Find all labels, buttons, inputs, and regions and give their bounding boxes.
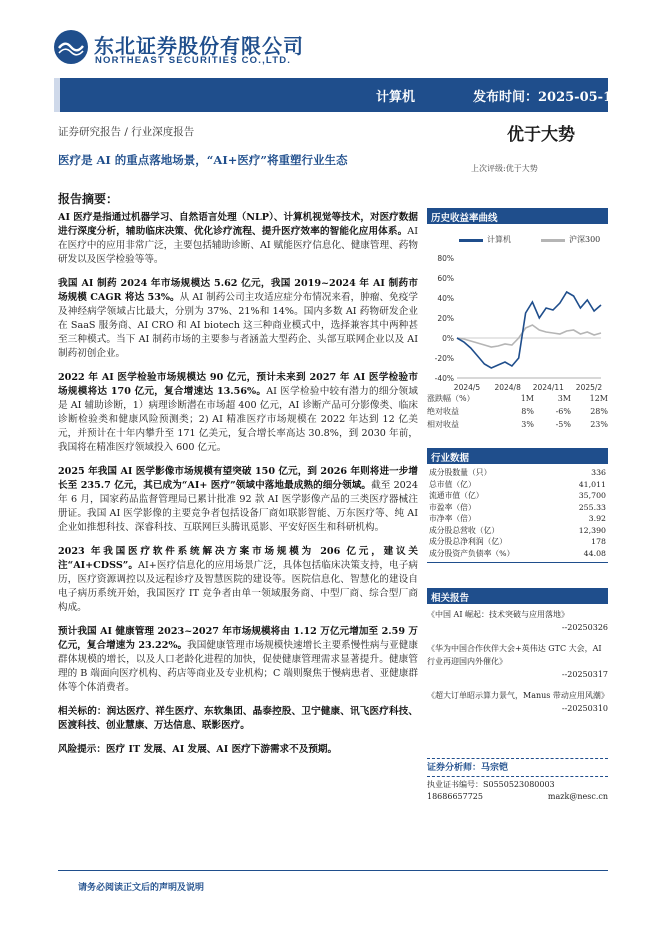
paragraph-highlight: 2022 年 AI 医学检验市场规模达 90 亿元，预计未来到 2027 年 AI 医学检验市场规模将达 170 亿元，复合增速达 13.56%。 <box>58 372 418 397</box>
performance-cell: 8% <box>521 407 534 416</box>
paragraph-body: AI+医疗信息化的应用场景广泛，具体包括临床决策支持，电子病历，医疗资源调控以及远程诊疗及智慧医院的建设等。医院信息化、智慧化的建设自电子病历系统开始，我国医疗 IT 竞争者由单一领域服务商、中型厂商、综合型厂商构成。 <box>58 560 418 613</box>
history-chart-panel <box>427 208 608 404</box>
industry-data-row <box>427 467 608 479</box>
industry-data-value: 255.33 <box>578 502 606 512</box>
performance-cell: 3% <box>521 420 534 429</box>
company-name-en: NORTHEAST SECURITIES CO.,LTD. <box>95 55 292 66</box>
series-line <box>457 292 601 368</box>
legend-swatch-hs300 <box>541 239 565 242</box>
industry-data-row <box>427 525 608 537</box>
summary-title: 报告摘要： <box>58 192 119 206</box>
chart-legend <box>427 234 608 252</box>
banner-accent <box>54 78 60 112</box>
industry-data-value: 44.08 <box>583 548 606 558</box>
industry-data-value: 35,700 <box>578 491 606 500</box>
performance-cell: 3M <box>557 394 571 403</box>
analyst-phone: 18686657725 <box>427 792 483 801</box>
performance-cell: 23% <box>590 420 608 429</box>
performance-cell: 1M <box>520 394 534 403</box>
related-report-date: --20250326 <box>561 623 608 632</box>
performance-cell: 12M <box>589 394 608 403</box>
related-report-date: --20250310 <box>561 704 608 713</box>
summary-paragraph <box>58 625 418 695</box>
industry-data-title: 行业数据 <box>427 448 608 464</box>
analyst-name: 证券分析师：马宗铠 <box>427 763 509 773</box>
summary-paragraph <box>58 211 418 267</box>
industry-data-row <box>427 536 608 548</box>
industry-data-value: 3.92 <box>588 514 606 523</box>
paragraph-body: AI 在医疗中的应用非常广泛，主要包括辅助诊断、AI 赋能医疗信息化、健康管理、药物研发以及医学检验等等。 <box>58 226 418 265</box>
performance-panel <box>427 392 608 431</box>
paragraph-highlight: 2023 年我国医疗软件系统解决方案市场规模为 206 亿元，建议关注“AI+CDSS”。 <box>58 546 418 571</box>
industry-data-label: 成分股资产负债率（%） <box>429 548 515 558</box>
y-tick-label: 80% <box>437 254 454 263</box>
industry-data-row <box>427 490 608 502</box>
analyst-cert: 执业证书编号：S0550523080003 <box>427 780 555 789</box>
paragraph-body: 截至 2024 年 6 月，国家药品监督管理局已累计批准 92 款 AI 医学影像产品的三类医疗器械注册证。我国 AI 医学影像的主要竞争者包括设备厂商如联影智能、万东医疗等、纯 AI 企业如推想科技、深睿科技、互联网巨头腾讯觅影、平安好医生和科研机构。 <box>58 480 418 533</box>
footer-disclaimer: 请务必阅读正文后的声明及说明 <box>78 883 205 893</box>
publish-date: 发布时间：2025-05-11 <box>473 90 622 105</box>
related-report-date: --20250317 <box>561 670 608 679</box>
sector-label: 计算机 <box>376 90 416 105</box>
industry-data-label: 成分股总净利润（亿） <box>429 537 507 546</box>
history-line-chart <box>427 252 608 400</box>
performance-cell: -5% <box>555 420 571 429</box>
related-report-title[interactable]: 《中国 AI 崛起：技术突破与应用落地》 <box>427 610 570 619</box>
analyst-email[interactable]: mazk@nesc.cn <box>547 792 608 801</box>
company-name-cn: 东北证券股份有限公司 <box>94 34 304 58</box>
series-line <box>457 325 601 347</box>
legend-swatch-computer <box>459 239 483 242</box>
industry-data-row <box>427 479 608 491</box>
rating-current: 优于大势 <box>507 125 575 145</box>
performance-cell: 相对收益 <box>427 420 459 429</box>
footer-rule <box>58 870 608 871</box>
analyst-panel <box>427 758 608 803</box>
x-tick-label: 2025/2 <box>575 383 603 392</box>
industry-data-row <box>427 502 608 514</box>
legend-label-hs300: 沪深300 <box>569 235 601 244</box>
report-headline: 医疗是 AI 的重点落地场景，“AI+医疗”将重塑行业生态 <box>58 153 348 167</box>
paragraph-highlight: 2025 年我国 AI 医学影像市场规模有望突破 150 亿元，到 2026 年则将进一步增长至 235.7 亿元，其已成为“AI+ 医疗”领域中落地最成熟的细分领域。 <box>58 466 418 491</box>
summary-paragraph <box>58 743 418 757</box>
summary-paragraph <box>58 371 418 455</box>
summary-paragraph <box>58 465 418 535</box>
industry-data-label: 市盈率（倍） <box>429 502 476 512</box>
paragraph-body: AI 医学检验中较有潜力的细分领域是 AI 辅助诊断，1）病理诊断潜在市场超 400 亿元，AI 诊断产品可分影像类、临床诊断检验类和健康风险预测类；2) AI 精准医疗市场规模在 2022 年达到 12 亿美元，并预计在十年内攀升至 171 亿美元，复合增长率高达 30.8%，到 2030 年前，我国将在精准医疗领域投入 600 亿元。 <box>58 386 419 453</box>
performance-row <box>427 405 608 418</box>
industry-data-row <box>427 513 608 525</box>
industry-data-label: 成分股总营收（亿） <box>429 525 500 535</box>
rating-previous: 上次评级:优于大势 <box>471 164 538 173</box>
y-tick-label: 60% <box>437 274 454 283</box>
summary-paragraph <box>58 705 418 733</box>
paragraph-highlight: AI 医疗是指通过机器学习、自然语言处理（NLP）、计算机视觉等技术，对医疗数据进行深度分析，辅助临床决策、优化诊疗流程、提升医疗效率的智能化应用体系。 <box>58 212 418 237</box>
summary-paragraph <box>58 545 418 615</box>
related-report-title[interactable]: 《超大订单昭示算力景气，Manus 带动应用风潮》 <box>427 691 609 700</box>
y-tick-label: -40% <box>434 374 454 383</box>
industry-data-value: 336 <box>591 468 606 477</box>
industry-data-list <box>427 467 608 559</box>
logo-wave-icon <box>58 38 84 56</box>
paragraph-body: 我国健康管理市场规模快速增长主要系慢性病与亚健康群体规模的增长，以及人口老龄化进程的加快，促使健康管理需求显著提升。健康管理的 B 端面向医疗机构、药店等商业及专业机构；C 端则聚焦于慢病患者、亚健康群体等个体消费者。 <box>58 640 419 693</box>
industry-data-panel <box>427 448 608 563</box>
y-tick-label: 0% <box>442 334 454 343</box>
summary-paragraph <box>58 277 418 361</box>
summary-paragraphs <box>58 211 418 757</box>
performance-cell: -6% <box>555 407 571 416</box>
related-reports-panel <box>427 588 608 723</box>
performance-cell: 涨跌幅（%） <box>427 394 475 403</box>
industry-data-label: 总市值（亿） <box>429 479 476 489</box>
analyst-contact <box>427 791 608 803</box>
y-tick-label: -20% <box>434 354 454 363</box>
performance-cell: 绝对收益 <box>427 407 459 416</box>
legend-label-computer: 计算机 <box>487 235 511 244</box>
performance-cell: 28% <box>590 407 608 416</box>
industry-data-label: 市净率（倍） <box>429 514 476 523</box>
paragraph-highlight: 相关标的：润达医疗、祥生医疗、东软集团、晶泰控股、卫宁健康、讯飞医疗科技、医渡科技、创业慧康、万达信息、联影医疗。 <box>58 706 418 731</box>
related-reports-list <box>427 608 608 715</box>
x-tick-label: 2024/5 <box>453 383 481 392</box>
performance-table <box>427 392 608 431</box>
industry-data-value: 12,390 <box>578 525 606 535</box>
y-tick-label: 40% <box>437 294 454 303</box>
paragraph-highlight: 风险提示：医疗 IT 发展、AI 发展、AI 医疗下游需求不及预期。 <box>58 744 338 755</box>
related-report-title[interactable]: 《华为中国合作伙伴大会+英伟达 GTC 大会，AI 行业再迎国内外催化》 <box>427 644 602 666</box>
industry-data-value: 41,011 <box>578 479 606 489</box>
related-reports-title: 相关报告 <box>427 588 608 604</box>
industry-data-row <box>427 548 608 560</box>
paragraph-highlight: 预计我国 AI 健康管理 2023~2027 年市场规模将由 1.12 万亿元增加至 2.59 万亿元，复合增速为 23.22%。 <box>58 626 418 651</box>
paragraph-body: 从 AI 制药公司主攻适应症分布情况来看，肿瘤、免疫学及神经病学领域占比最大，分别为 37%、21%和 14%。国内多数 AI 药物研发企业在 SaaS 服务商、AI CRO 和 AI biotech 这三种商业模式中，选择兼容其中两种甚至三种模式。当下 AI 制药市场的主要参与者涵盖大型药企、头部互联网企业以及 AI 制药初创企业。 <box>58 292 418 359</box>
history-chart-title: 历史收益率曲线 <box>427 208 608 224</box>
industry-data-label: 流通市值（亿） <box>429 491 484 500</box>
x-tick-label: 2024/8 <box>494 383 521 392</box>
paragraph-highlight: 我国 AI 制药 2024 年市场规模达 5.62 亿元，我国 2019~2024 年 AI 制药市场规模 CAGR 将达 53%。 <box>58 278 418 303</box>
performance-row <box>427 418 608 431</box>
y-tick-label: 20% <box>437 314 454 323</box>
performance-header-row <box>427 392 608 405</box>
x-tick-label: 2024/11 <box>532 383 564 392</box>
breadcrumb: 证券研究报告 / 行业深度报告 <box>58 126 195 138</box>
industry-data-label: 成分股数量（只） <box>429 468 492 477</box>
summary-section <box>58 190 418 767</box>
industry-data-value: 178 <box>591 537 606 546</box>
